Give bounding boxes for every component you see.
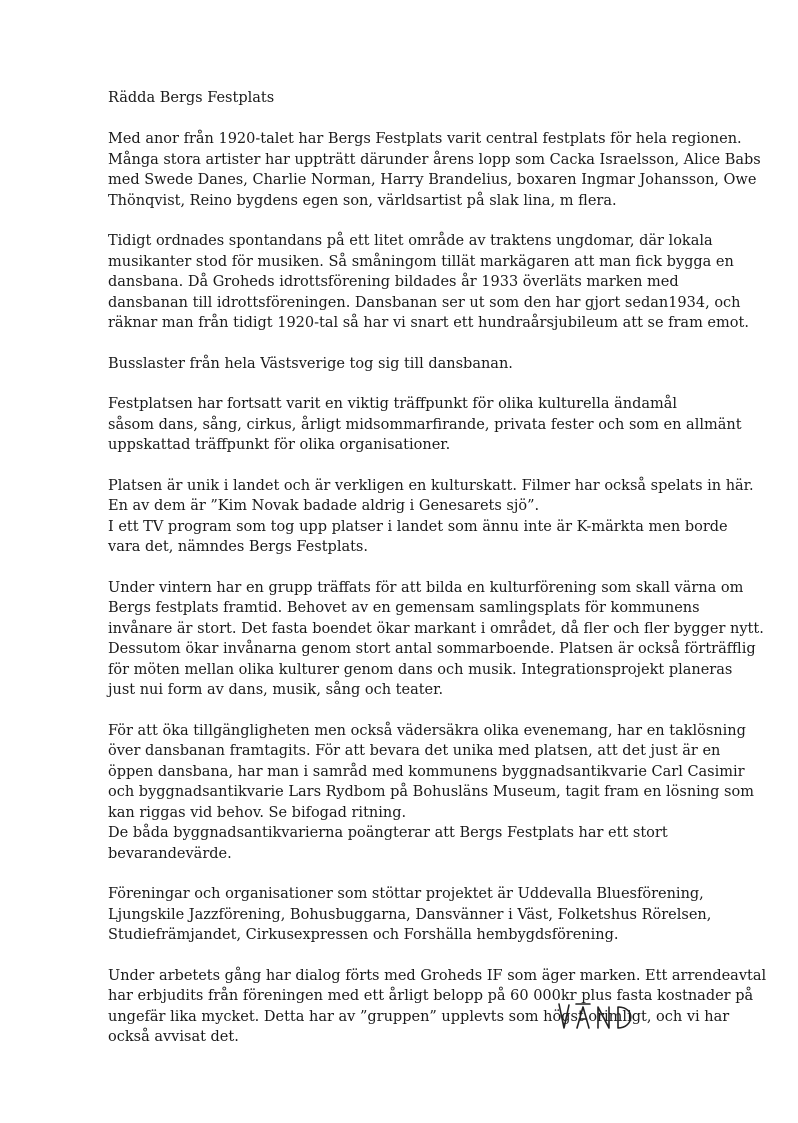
handwritten-vand-note bbox=[555, 998, 645, 1036]
paragraph-line: Föreningar och organisationer som stöttar projektet är Uddevalla Bluesförening, bbox=[108, 886, 704, 902]
paragraph-line: Många stora artister har uppträtt därunder årens lopp som Cacka Israelsson, Alice Babs bbox=[108, 151, 761, 168]
paragraph-line: Platsen är unik i landet och är verkligen en kulturskatt. Filmer har också spelats in här. bbox=[108, 477, 754, 494]
paragraph-line: Dessutom ökar invånarna genom stort antal sommarboende. Platsen är också förträfflig bbox=[108, 641, 756, 657]
paragraph bbox=[108, 476, 754, 558]
paragraph-line: Thönqvist, Reino bygdens egen son, världsartist på slak lina, m flera. bbox=[108, 192, 617, 209]
paragraph bbox=[108, 884, 712, 946]
paragraph-line: musikanter stod för musiken. Så småningom tillät markägaren att man fick bygga en bbox=[108, 253, 734, 270]
paragraph-line: uppskattad träffpunkt för olika organisationer. bbox=[108, 437, 451, 453]
paragraph-line: Bergs festplats framtid. Behovet av en gemensam samlingsplats för kommunens bbox=[108, 600, 700, 616]
paragraph-line: kan riggas vid behov. Se bifogad ritning. bbox=[108, 804, 407, 821]
document-title: Rädda Bergs Festplats bbox=[108, 90, 275, 106]
paragraph-line: dansbana. Då Groheds idrottsförening bildades år 1933 överläts marken med bbox=[108, 274, 679, 290]
paragraph-line: och byggnadsantikvarie Lars Rydbom på Bohusläns Museum, tagit fram en lösning som bbox=[108, 784, 754, 800]
paragraph-line: såsom dans, sång, cirkus, årligt midsommarfirande, privata fester och som en allmänt bbox=[108, 416, 742, 433]
paragraph-line: De båda byggnadsantikvarierna poängterar att Bergs Festplats har ett stort bbox=[108, 825, 668, 841]
paragraph-line: Studiefrämjandet, Cirkusexpressen och Forshälla hembygdsförening. bbox=[108, 927, 619, 943]
paragraph bbox=[108, 578, 764, 701]
paragraph-line: invånare är stort. Det fasta boendet ökar markant i området, då fler och fler bygger nytt. bbox=[108, 620, 764, 637]
paragraph-line: Under arbetets gång har dialog förts med Groheds IF som äger marken. Ett arrendeavtal bbox=[108, 967, 767, 984]
paragraph bbox=[108, 354, 708, 375]
paragraph-line: vara det, nämndes Bergs Festplats. bbox=[108, 539, 368, 555]
paragraph-line: I ett TV program som tog upp platser i landet som ännu inte är K-märkta men borde bbox=[108, 518, 728, 535]
paragraph bbox=[108, 721, 754, 865]
paragraph-line: Med anor från 1920-talet har Bergs Festplats varit central festplats för hela regionen. bbox=[108, 131, 742, 147]
paragraph-line: för möten mellan olika kulturer genom dans och musik. Integrationsprojekt planeras bbox=[108, 661, 733, 678]
paragraph-line: bevarandevärde. bbox=[108, 845, 232, 862]
paragraph-line: Festplatsen har fortsatt varit en viktig träffpunkt för olika kulturella ändamål bbox=[108, 396, 678, 412]
paragraph-line: Busslaster från hela Västsverige tog sig till dansbanan. bbox=[108, 355, 513, 372]
paragraph-line: räknar man från tidigt 1920-tal så har vi snart ett hundraårsjubileum att se fram emot. bbox=[108, 315, 749, 331]
paragraph-line: Ljungskile Jazzförening, Bohusbuggarna, Dansvänner i Väst, Folketshus Rörelsen, bbox=[108, 906, 712, 923]
paragraph-line: öppen dansbana, har man i samråd med kommunens byggnadsantikvarie Carl Casimir bbox=[108, 763, 745, 780]
paragraph bbox=[108, 129, 761, 211]
paragraph-line: Under vintern har en grupp träffats för att bilda en kulturförening som skall värna om bbox=[108, 579, 744, 596]
paragraph-container bbox=[108, 129, 767, 1048]
paragraph-line: har erbjudits från föreningen med ett årligt belopp på 60 000kr plus fasta kostnader på bbox=[108, 988, 754, 1004]
paragraph-line: just nui form av dans, musik, sång och teater. bbox=[108, 682, 444, 698]
paragraph-line: med Swede Danes, Charlie Norman, Harry Brandelius, boxaren Ingmar Johansson, Owe bbox=[108, 172, 757, 188]
document-body bbox=[108, 88, 767, 1068]
paragraph-line: också avvisat det. bbox=[108, 1029, 239, 1045]
paragraph bbox=[108, 394, 742, 456]
paragraph-line: Tidigt ordnades spontandans på ett litet område av traktens ungdomar, där lokala bbox=[108, 233, 713, 249]
paragraph-line: En av dem är ”Kim Novak badade aldrig i Genesarets sjö”. bbox=[108, 498, 540, 514]
paragraph-line: dansbanan till idrottsföreningen. Dansbanan ser ut som den har gjort sedan1934, och bbox=[108, 294, 741, 311]
paragraph-line: över dansbanan framtagits. För att bevara det unika med platsen, att det just är en bbox=[108, 743, 721, 759]
paragraph-line: För att öka tillgängligheten men också vädersäkra olika evenemang, har en taklösning bbox=[108, 722, 746, 739]
paragraph-line: ungefär lika mycket. Detta har av ”gruppen” upplevts som högst orimligt, och vi har bbox=[108, 1008, 730, 1025]
paragraph bbox=[108, 231, 749, 334]
